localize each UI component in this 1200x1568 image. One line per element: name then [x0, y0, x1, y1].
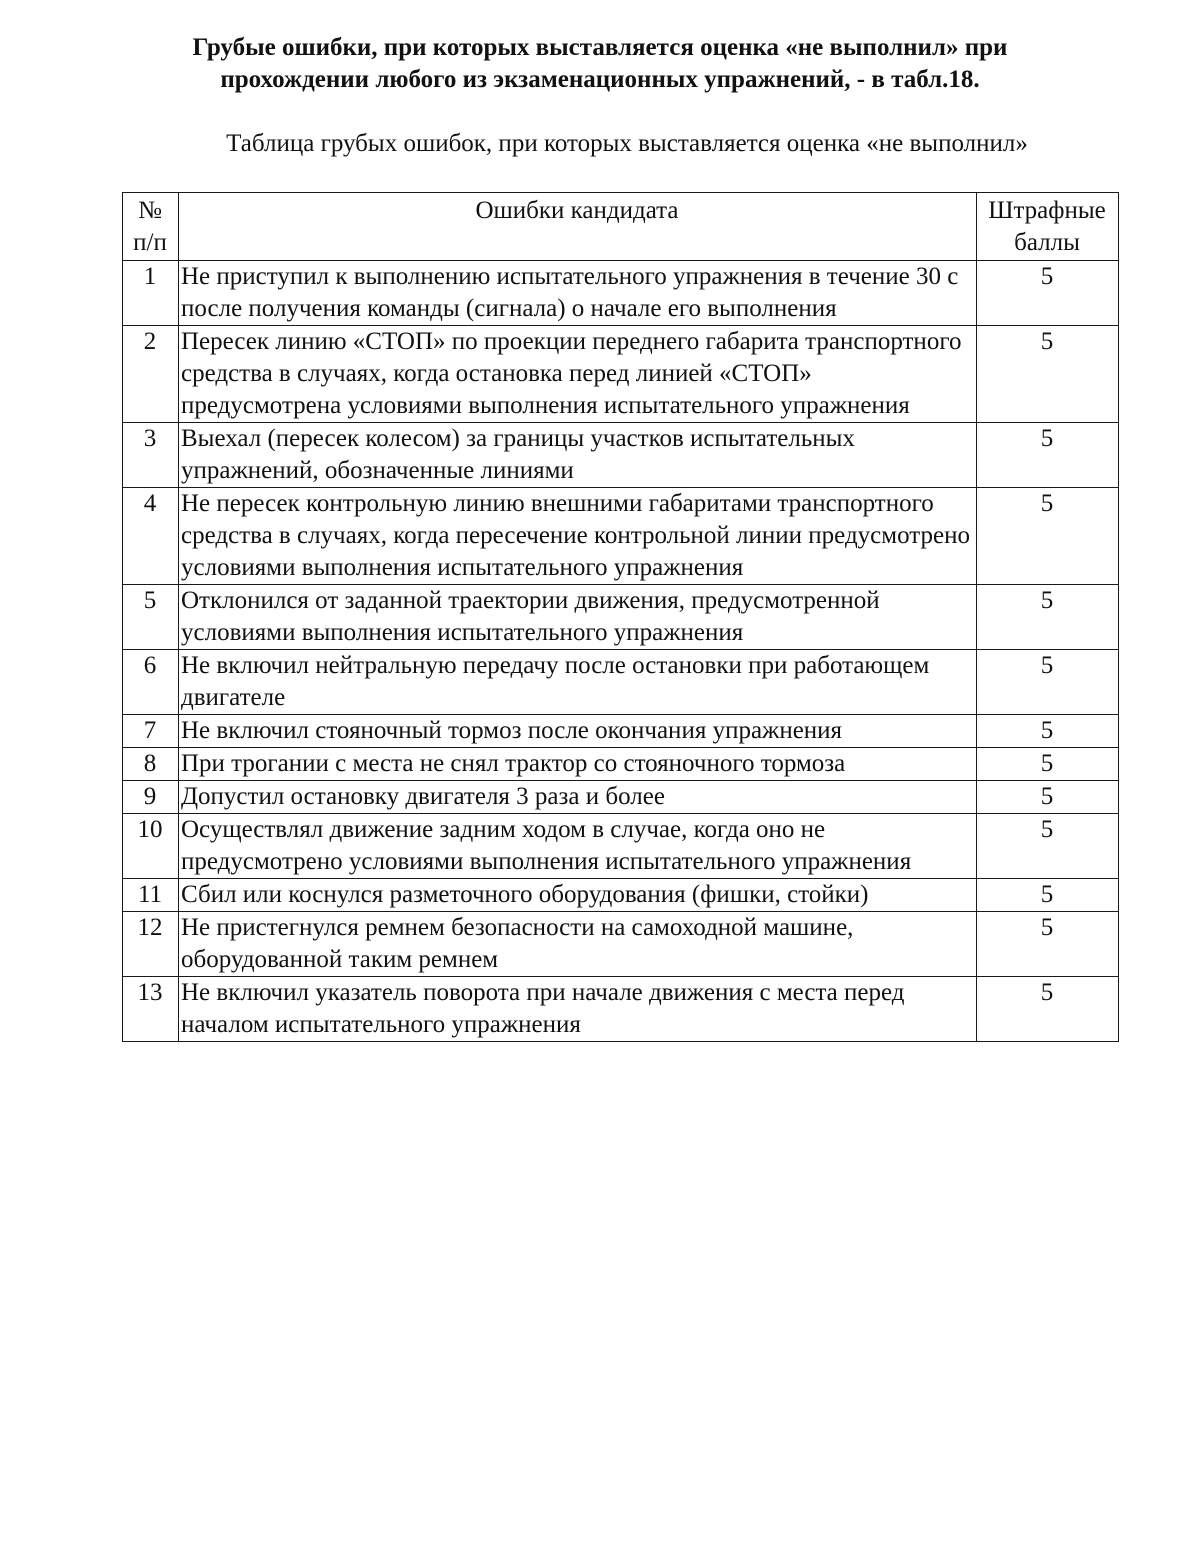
row-penalty: 5: [977, 488, 1119, 585]
row-number: 2: [123, 326, 179, 423]
row-error: Не включил стояночный тормоз после окончания упражнения: [179, 715, 977, 748]
row-error: Пересек линию «СТОП» по проекции переднего габарита транспортного средства в случаях, когда остановка перед линией «СТОП» предусмотрена условиями выполнения испытательного упражнения: [179, 326, 977, 423]
heading-line-2: прохождении любого из экзаменационных упражнений, - в табл.18.: [220, 66, 980, 93]
row-number: 6: [123, 650, 179, 715]
header-penalty-line-2: баллы: [1014, 229, 1080, 256]
row-penalty: 5: [977, 781, 1119, 814]
row-error: Не включил указатель поворота при начале движения с места перед началом испытательного упражнения: [179, 977, 977, 1042]
row-penalty: 5: [977, 261, 1119, 326]
row-error: Не пристегнулся ремнем безопасности на самоходной машине, оборудованной таким ремнем: [179, 912, 977, 977]
row-error: Допустил остановку двигателя 3 раза и более: [179, 781, 977, 814]
header-number-line-2: п/п: [133, 229, 167, 256]
row-penalty: 5: [977, 650, 1119, 715]
row-error: Выехал (пересек колесом) за границы участков испытательных упражнений, обозначенные линиями: [179, 423, 977, 488]
row-number: 1: [123, 261, 179, 326]
table-row: [123, 326, 1119, 423]
row-error: Не приступил к выполнению испытательного упражнения в течение 30 с после получения команды (сигнала) о начале его выполнения: [179, 261, 977, 326]
row-number: 10: [123, 814, 179, 879]
row-penalty: 5: [977, 423, 1119, 488]
table-row: [123, 650, 1119, 715]
heading-line-1: Грубые ошибки, при которых выставляется оценка «не выполнил» при: [192, 34, 1008, 61]
document-heading: [100, 32, 1100, 96]
row-number: 5: [123, 585, 179, 650]
table-row: [123, 879, 1119, 912]
row-penalty: 5: [977, 814, 1119, 879]
table-row: [123, 814, 1119, 879]
gross-errors-table: [122, 192, 1119, 1042]
table-caption: Таблица грубых ошибок, при которых выставляется оценка «не выполнил»: [226, 130, 1028, 157]
table-row: [123, 715, 1119, 748]
row-number: 8: [123, 748, 179, 781]
row-number: 11: [123, 879, 179, 912]
row-error: Осуществлял движение задним ходом в случае, когда оно не предусмотрено условиями выполнения испытательного упражнения: [179, 814, 977, 879]
header-number: [123, 193, 179, 261]
row-error: Не пересек контрольную линию внешними габаритами транспортного средства в случаях, когда пересечение контрольной линии предусмотрено условиями выполнения испытательного упражнения: [179, 488, 977, 585]
row-number: 13: [123, 977, 179, 1042]
table-row: [123, 912, 1119, 977]
table-header-row: [123, 193, 1119, 261]
table-row: [123, 781, 1119, 814]
row-penalty: 5: [977, 715, 1119, 748]
table-row: [123, 488, 1119, 585]
row-number: 12: [123, 912, 179, 977]
table-row: [123, 261, 1119, 326]
row-penalty: 5: [977, 326, 1119, 423]
row-penalty: 5: [977, 748, 1119, 781]
row-number: 7: [123, 715, 179, 748]
row-error: Отклонился от заданной траектории движения, предусмотренной условиями выполнения испытательного упражнения: [179, 585, 977, 650]
header-number-line-1: №: [138, 197, 162, 224]
header-penalty: [977, 193, 1119, 261]
row-number: 3: [123, 423, 179, 488]
row-error: Не включил нейтральную передачу после остановки при работающем двигателе: [179, 650, 977, 715]
row-number: 9: [123, 781, 179, 814]
row-penalty: 5: [977, 977, 1119, 1042]
row-penalty: 5: [977, 879, 1119, 912]
table-row: [123, 585, 1119, 650]
row-penalty: 5: [977, 912, 1119, 977]
row-error: Сбил или коснулся разметочного оборудования (фишки, стойки): [179, 879, 977, 912]
row-penalty: 5: [977, 585, 1119, 650]
header-penalty-line-1: Штрафные: [988, 197, 1106, 224]
header-error: Ошибки кандидата: [179, 193, 977, 261]
table-row: [123, 977, 1119, 1042]
table-row: [123, 423, 1119, 488]
row-number: 4: [123, 488, 179, 585]
table-row: [123, 748, 1119, 781]
row-error: При трогании с места не снял трактор со стояночного тормоза: [179, 748, 977, 781]
